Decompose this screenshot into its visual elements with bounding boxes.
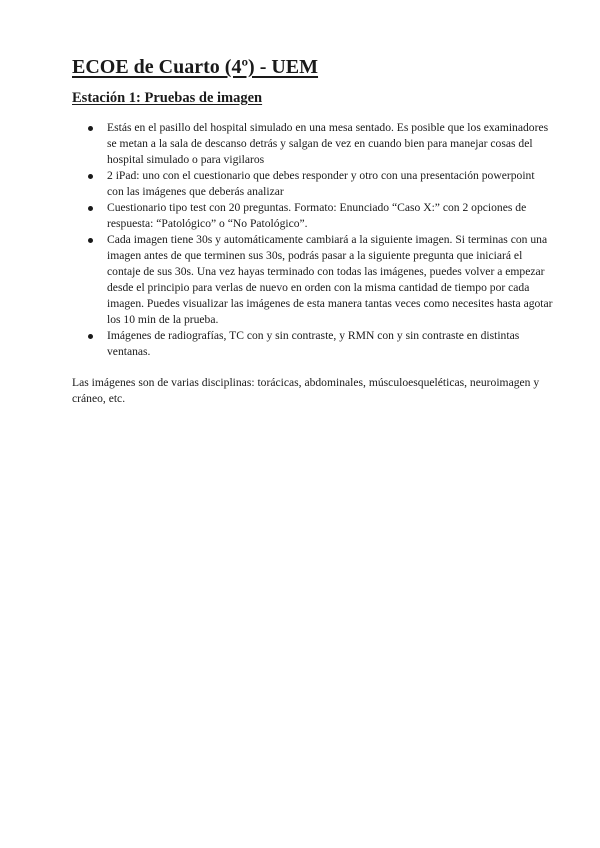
closing-paragraph: Las imágenes son de varias disciplinas: torácicas, abdominales, músculoesqueléticas, neuroimagen y cráneo, etc.: [72, 376, 540, 405]
section-heading: Estación 1: Pruebas de imagen: [72, 90, 263, 106]
list-item: [84, 232, 554, 328]
list-item-text: 2 iPad: uno con el cuestionario que debes responder y otro con una presentación powerpoint con las imágenes que deberás analizar: [107, 169, 535, 198]
bullet-icon: [88, 206, 93, 211]
list-item: [84, 120, 554, 168]
list-item: [84, 200, 554, 232]
list-item: [84, 328, 554, 360]
bullet-icon: [88, 174, 93, 179]
list-item-text: Imágenes de radiografías, TC con y sin contraste, y RMN con y sin contraste en distintas ventanas.: [107, 329, 520, 358]
list-item-text: Cuestionario tipo test con 20 preguntas. Formato: Enunciado “Caso X:” con 2 opciones de respuesta: “Patológico” o “No Patológico”.: [107, 201, 527, 230]
list-item-text: Estás en el pasillo del hospital simulado en una mesa sentado. Es posible que los examinadores se metan a la sala de descanso detrás y salgan de vez en cuando bien para manejar cosas del hospital simulado o para vigilaros: [107, 121, 549, 166]
bullet-icon: [88, 334, 93, 339]
list-item: [84, 168, 554, 200]
bullet-icon: [88, 126, 93, 131]
bullet-list: [84, 120, 554, 360]
bullet-icon: [88, 238, 93, 243]
list-item-text: Cada imagen tiene 30s y automáticamente cambiará a la siguiente imagen. Si terminas con una imagen antes de que terminen sus 30s, podrás pasar a la siguiente pregunta que iniciará el contaje de sus 30s. Una vez hayas terminado con todas las imágenes, puedes volver a empezar desde el principio para verlas de nuevo en orden con la misma cantidad de tiempo por cada imagen. Puedes visualizar las imágenes de esta manera tantas veces como necesites hasta agotar los 10 min de la prueba.: [107, 233, 553, 326]
document-title: ECOE de Cuarto (4º) - UEM: [72, 56, 319, 78]
